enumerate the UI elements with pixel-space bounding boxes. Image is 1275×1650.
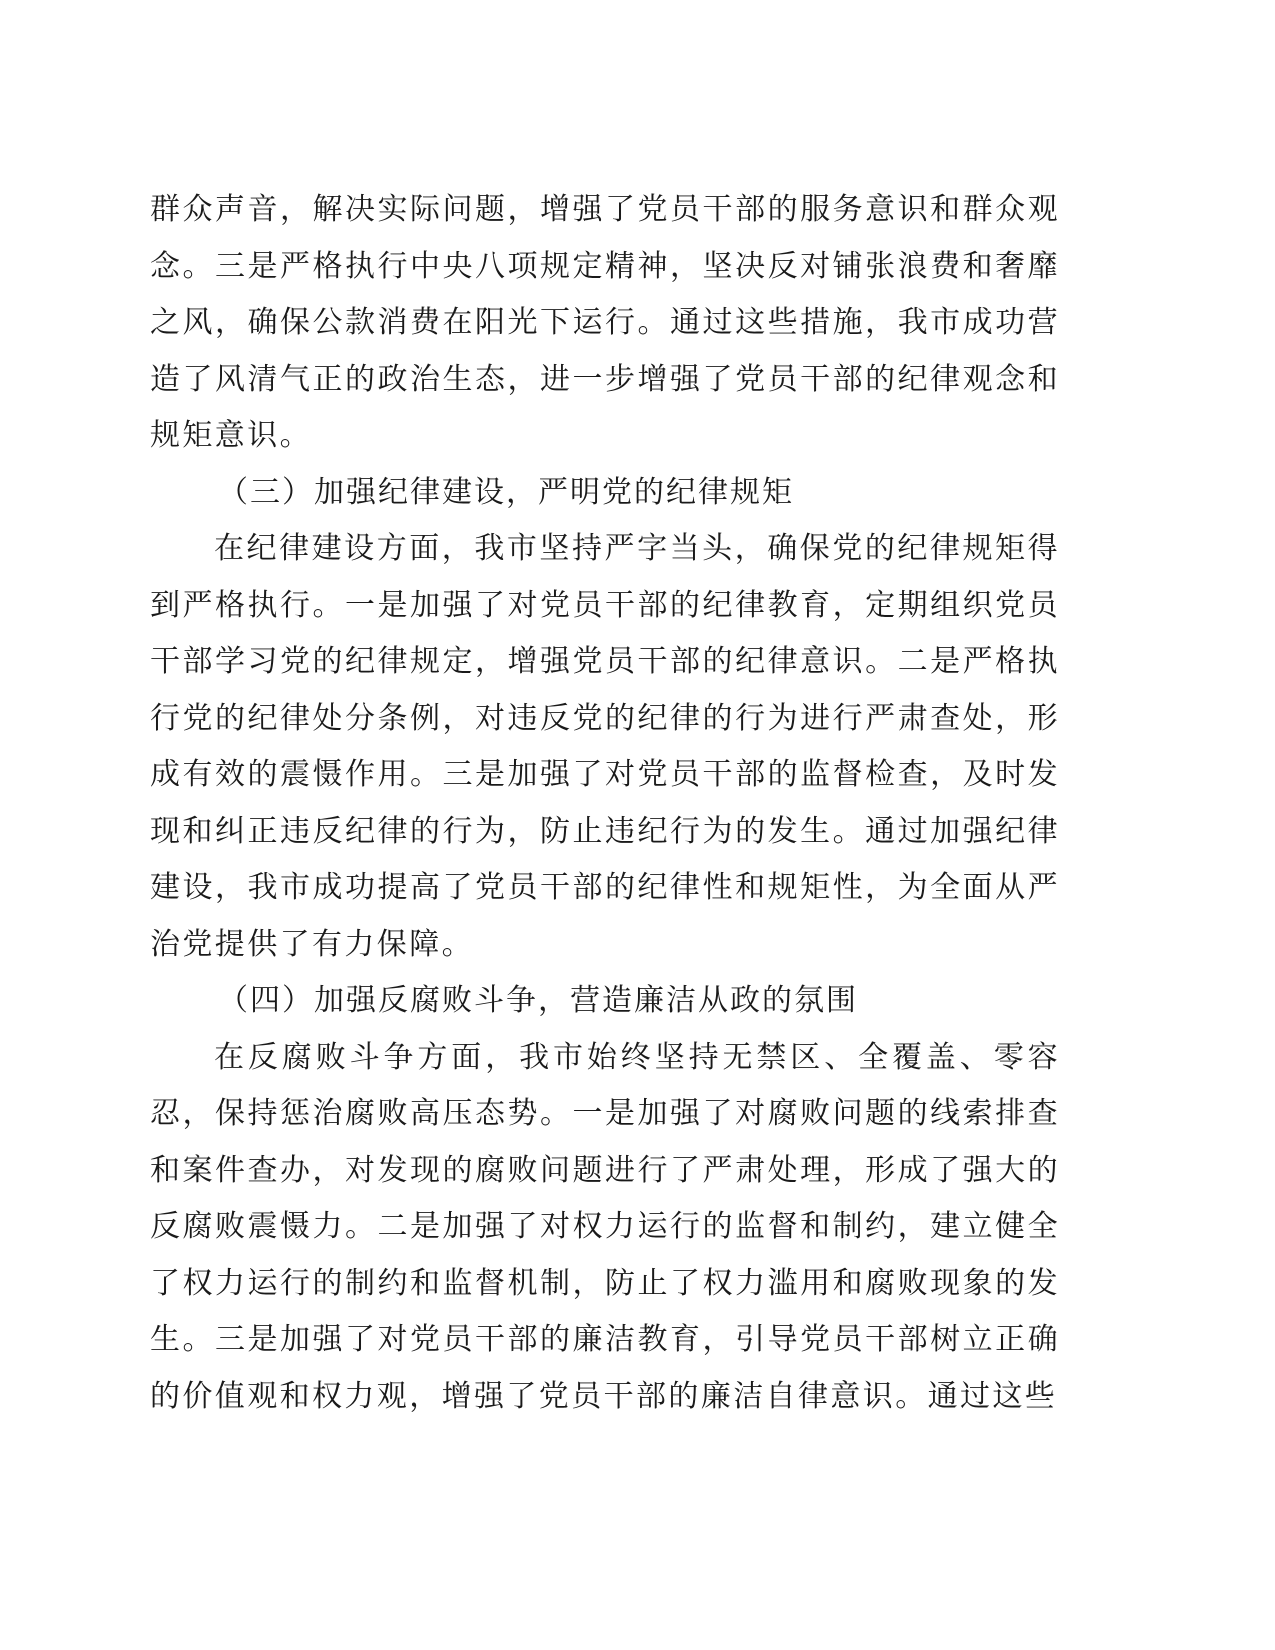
section-heading-4: （四）加强反腐败斗争，营造廉洁从政的氛围 xyxy=(218,983,858,1018)
body-paragraph-2: 在纪律建设方面，我市坚持严字当头，确保党的纪律规矩得到严格执行。一是加强了对党员干部的纪律教育，定期组织党员干部学习党的纪律规定，增强党员干部的纪律意识。二是严格执行党的纪律处分条例，对违反党的纪律的行为进行严肃查处，形成有效的震慑作用。三是加强了对党员干部的监督检查，及时发现和纠正违反纪律的行为，防止违纪行为的发生。通过加强纪律建设，我市成功提高了党员干部的纪律性和规矩性，为全面从严治党提供了有力保障。 xyxy=(150,531,1060,962)
section-heading-3: （三）加强纪律建设，严明党的纪律规矩 xyxy=(218,474,794,510)
document-page xyxy=(150,182,1060,1425)
body-paragraph-1: 群众声音，解决实际问题，增强了党员干部的服务意识和群众观念。三是严格执行中央八项规定精神，坚决反对铺张浪费和奢靡之风，确保公款消费在阳光下运行。通过这些措施，我市成功营造了风清气正的政治生态，进一步增强了党员干部的纪律观念和规矩意识。 xyxy=(150,192,1060,453)
body-paragraph-3: 在反腐败斗争方面，我市始终坚持无禁区、全覆盖、零容忍，保持惩治腐败高压态势。一是加强了对腐败问题的线索排查和案件查办，对发现的腐败问题进行了严肃处理，形成了强大的反腐败震慑力。二是加强了对权力运行的监督和制约，建立健全了权力运行的制约和监督机制，防止了权力滥用和腐败现象的发生。三是加强了对党员干部的廉洁教育，引导党员干部树立正确的价值观和权力观，增强了党员干部的廉洁自律意识。通过这些 xyxy=(150,1039,1060,1414)
